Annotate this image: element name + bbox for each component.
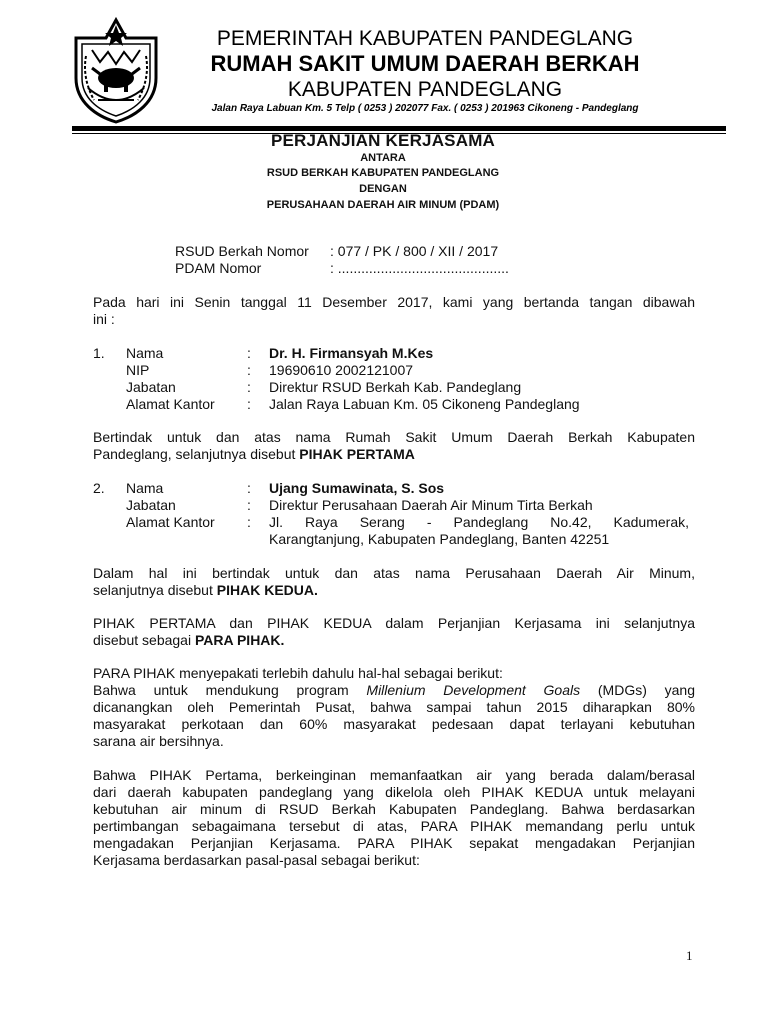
closing-line-5: mengadakan Perjanjian Kerjasama. PARA PIHAK sepakat mengadakan Perjanjian	[93, 835, 695, 851]
party-one-name-value: Dr. H. Firmansyah M.Kes	[269, 345, 434, 361]
page-number: 1	[686, 948, 693, 963]
letterhead-hospital: RUMAH SAKIT UMUM DAERAH BERKAH	[210, 51, 640, 76]
party-two-desc-line-1: Dalam hal ini bertindak untuk dan atas nama Perusahaan Daerah Air Minum,	[93, 565, 695, 581]
agreement-line-1: PARA PIHAK menyepakati terlebih dahulu hal-hal sebagai berikut:	[93, 665, 503, 681]
colon: :	[247, 497, 251, 513]
party-one-alamat-value: Jalan Raya Labuan Km. 05 Cikoneng Pandeglang	[269, 396, 580, 412]
party-one-alamat-label: Alamat Kantor	[126, 396, 215, 412]
party-two-alamat-value-1: Jl. Raya Serang - Pandeglang No.42, Kadumerak,	[269, 514, 689, 530]
colon: :	[247, 362, 251, 378]
closing-line-1: Bahwa PIHAK Pertama, berkeinginan memanfaatkan air yang berada dalam/berasal	[93, 767, 695, 783]
letterhead-address: Jalan Raya Labuan Km. 5 Telp ( 0253 ) 202077 Fax. ( 0253 ) 201963 Cikoneng - Pandeglang	[211, 103, 639, 114]
party-one-name-label: Nama	[126, 345, 164, 361]
agreement-line-4: masyarakat perkotaan dan 60% masyarakat pedesaan dapat terlayani kebutuhan	[93, 716, 695, 732]
pdam-number-value: : ............................................	[330, 260, 509, 276]
para-pihak-term: PARA PIHAK.	[194, 632, 285, 648]
closing-line-4: pertimbangan sebagaimana tersebut di atas, PARA PIHAK memandang perlu untuk	[93, 818, 695, 834]
letterhead-regency: KABUPATEN PANDEGLANG	[287, 78, 563, 101]
party-one-nip-value: 19690610 2002121007	[269, 362, 414, 378]
pihak-kedua-term: PIHAK KEDUA.	[216, 582, 318, 598]
intro-line-2: ini :	[93, 311, 115, 327]
party-two-name-label: Nama	[126, 480, 164, 496]
title-dengan: DENGAN	[359, 183, 407, 195]
title-antara: ANTARA	[360, 152, 406, 164]
party-two-alamat-value-2: Karangtanjung, Kabupaten Pandeglang, Banten 42251	[269, 531, 610, 547]
title-party-two: PERUSAHAAN DAERAH AIR MINUM (PDAM)	[266, 199, 500, 211]
party-one-desc-line-2: Pandeglang, selanjutnya disebut PIHAK PERTAMA	[93, 446, 415, 462]
pdam-number-label: PDAM Nomor	[175, 260, 262, 276]
para-pihak-line-1: PIHAK PERTAMA dan PIHAK KEDUA dalam Perjanjian Kerjasama ini selanjutnya	[93, 615, 695, 631]
party-two-number: 2.	[93, 480, 105, 496]
closing-line-6: Kerjasama berdasarkan pasal-pasal sebagai berikut:	[93, 852, 420, 868]
colon: :	[247, 480, 251, 496]
party-one-jabatan-label: Jabatan	[126, 379, 176, 395]
title-party-one: RSUD BERKAH KABUPATEN PANDEGLANG	[266, 167, 500, 179]
mdg-term: Millenium Development Goals	[366, 682, 581, 698]
party-two-desc-line-2: selanjutnya disebut PIHAK KEDUA.	[93, 582, 318, 598]
party-one-number: 1.	[93, 345, 105, 361]
party-one-desc-line-1: Bertindak untuk dan atas nama Rumah Sakit Umum Daerah Berkah Kabupaten	[93, 429, 695, 445]
agreement-line-3: dicanangkan oleh Pemerintah Pusat, bahwa sampai tahun 2015 diharapkan 80%	[93, 699, 695, 715]
document-title: PERJANJIAN KERJASAMA	[270, 131, 496, 150]
agreement-line-5: sarana air bersihnya.	[93, 733, 224, 749]
pihak-pertama-term: PIHAK PERTAMA	[299, 446, 415, 462]
party-one-nip-label: NIP	[126, 362, 150, 378]
para-pihak-line-2: disebut sebagai PARA PIHAK.	[93, 632, 285, 648]
regency-emblem-icon	[70, 16, 162, 124]
party-two-jabatan-label: Jabatan	[126, 497, 176, 513]
closing-line-2: dari daerah kabupaten pandeglang yang dikelola oleh PIHAK KEDUA untuk melayani	[93, 784, 695, 800]
agreement-line-2: Bahwa untuk mendukung program Millenium Development Goals (MDGs) yang	[93, 682, 695, 698]
letterhead-government: PEMERINTAH KABUPATEN PANDEGLANG	[216, 27, 634, 50]
rsud-number-label: RSUD Berkah Nomor	[175, 243, 309, 259]
colon: :	[247, 514, 251, 530]
closing-line-3: kebutuhan air minum di RSUD Berkah Kabupaten Pandeglang. Bahwa berdasarkan	[93, 801, 695, 817]
colon: :	[247, 379, 251, 395]
colon: :	[247, 396, 251, 412]
party-two-alamat-label: Alamat Kantor	[126, 514, 215, 530]
colon: :	[247, 345, 251, 361]
intro-line-1: Pada hari ini Senin tanggal 11 Desember 2017, kami yang bertanda tangan dibawah	[93, 294, 695, 310]
rsud-number-value: : 077 / PK / 800 / XII / 2017	[330, 243, 499, 259]
party-two-jabatan-value: Direktur Perusahaan Daerah Air Minum Tirta Berkah	[269, 497, 593, 513]
party-two-name-value: Ujang Sumawinata, S. Sos	[269, 480, 445, 496]
party-one-jabatan-value: Direktur RSUD Berkah Kab. Pandeglang	[269, 379, 522, 395]
